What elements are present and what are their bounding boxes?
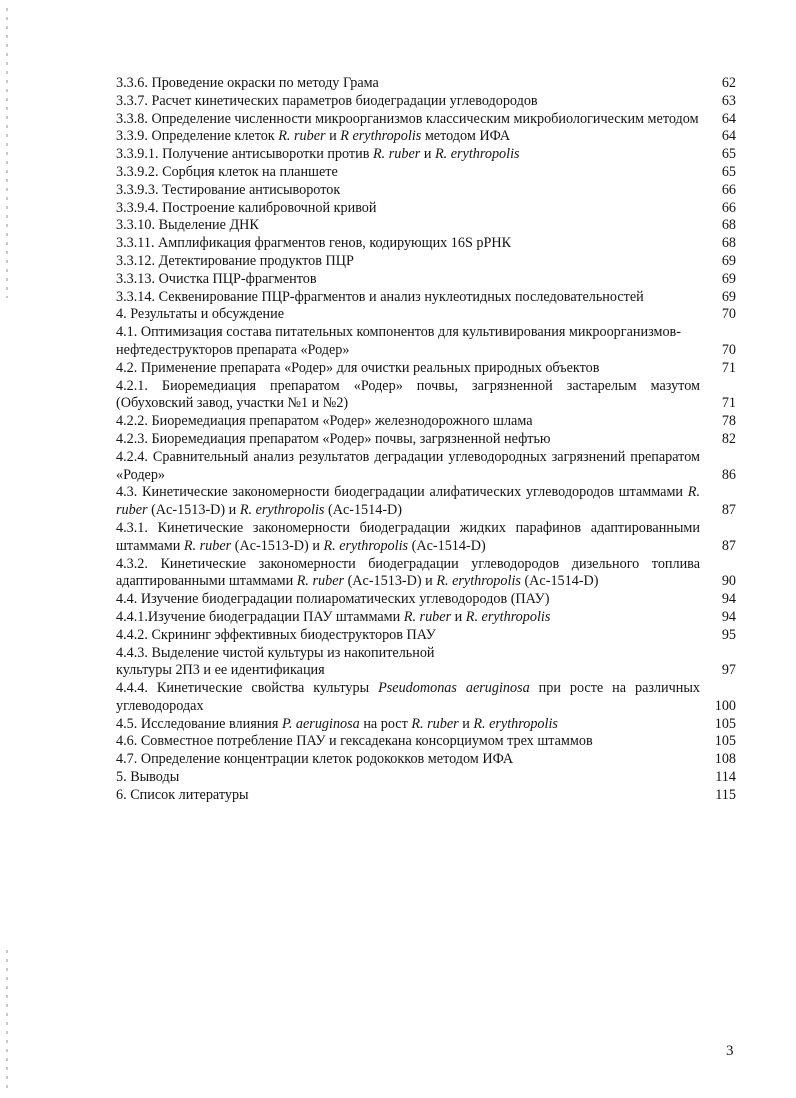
toc-entry-page: 87 — [721, 537, 736, 554]
toc-entry-page: 64 — [721, 128, 736, 145]
toc-entry-title: 4.3.1. Кинетические закономерности биодеградации жидких парафинов адаптированными штаммами R. ruber (Ac-1513-D) и R. erythropolis (Ac-1514-D) — [116, 519, 700, 554]
toc-entry-page: 66 — [721, 181, 736, 198]
toc-entry — [116, 431, 736, 449]
toc-entry-title: 3.3.11. Амплификация фрагментов генов, кодирующих 16S рРНК — [116, 235, 512, 252]
toc-entry-title: 4. Результаты и обсуждение — [116, 306, 284, 323]
toc-entry-title: 3.3.8. Определение численности микроорганизмов классическим микробиологическим методом — [116, 110, 699, 127]
toc-entry-title: 4.4. Изучение биодеградации полиароматических углеводородов (ПАУ) — [116, 591, 550, 608]
toc-entry-page: 94 — [721, 608, 736, 625]
scan-edge-artifact-bottom — [6, 950, 8, 1090]
toc-entry — [116, 627, 736, 645]
toc-entry — [116, 306, 736, 324]
toc-entry — [116, 253, 736, 271]
toc-entry-page: 69 — [721, 270, 736, 287]
toc-entry — [116, 556, 736, 592]
toc-entry — [116, 787, 736, 805]
toc-entry-title: 3.3.6. Проведение окраски по методу Грама — [116, 75, 379, 91]
toc-entry — [116, 146, 736, 164]
toc-entry — [116, 484, 736, 520]
toc-entry-title: 4.2.1. Биоремедиация препаратом «Родер» почвы, загрязненной застарелым мазутом (Обуховский завод, участки №1 и №2) — [116, 377, 700, 412]
toc-entry-title: 3.3.10. Выделение ДНК — [116, 217, 259, 234]
toc-entry — [116, 645, 736, 681]
toc-entry-page: 68 — [721, 217, 736, 234]
toc-entry-title: 4.3. Кинетические закономерности биодеградации алифатических углеводородов штаммами R. ruber (Ac-1513-D) и R. erythropolis (Ac-1514-D) — [116, 484, 700, 519]
toc-entry-page: 70 — [721, 341, 736, 358]
toc-entry-page: 114 — [715, 769, 736, 786]
toc-entry-title: 3.3.9.2. Сорбция клеток на планшете — [116, 163, 338, 180]
toc-entry-title: 4.2. Применение препарата «Родер» для очистки реальных природных объектов — [116, 359, 600, 376]
toc-entry-title: 4.7. Определение концентрации клеток родококков методом ИФА — [116, 751, 514, 768]
toc-entry-title: 4.4.4. Кинетические свойства культуры Pseudomonas aeruginosa при росте на различных углеводородах — [116, 680, 700, 714]
toc-entry-page: 65 — [721, 163, 736, 180]
toc-entry — [116, 182, 736, 200]
toc-entry-title: 4.4.1.Изучение биодеградации ПАУ штаммами R. ruber и R. erythropolis — [116, 608, 551, 625]
toc-entry — [116, 769, 736, 787]
toc-entry — [116, 449, 736, 485]
toc-entry-page: 69 — [721, 252, 736, 269]
toc-entry-page: 105 — [714, 715, 736, 732]
toc-entry-page: 105 — [714, 733, 736, 750]
toc-entry — [116, 680, 736, 716]
toc-entry — [116, 200, 736, 218]
toc-entry-title: 4.1. Оптимизация состава питательных компонентов для культивирования микроорганизмов-нефтедеструкторов препарата «Родер» — [116, 324, 681, 358]
toc-entry-page: 68 — [721, 235, 736, 252]
toc-entry-page: 97 — [721, 662, 736, 679]
toc-entry — [116, 93, 736, 111]
toc-entry-page: 65 — [721, 146, 736, 163]
toc-entry-page: 87 — [721, 502, 736, 519]
toc-entry-page: 70 — [721, 306, 736, 323]
toc-entry-page: 86 — [721, 466, 736, 483]
toc-entry — [116, 751, 736, 769]
toc-entry-page: 82 — [721, 430, 736, 447]
toc-entry-page: 71 — [721, 359, 736, 376]
toc-entry-page: 100 — [714, 697, 736, 714]
toc-entry-title: 3.3.13. Очистка ПЦР-фрагментов — [116, 270, 317, 287]
toc-entry — [116, 520, 736, 556]
toc-entry-page: 69 — [721, 288, 736, 305]
toc-entry — [116, 235, 736, 253]
toc-entry-title: 5. Выводы — [116, 769, 180, 786]
toc-entry-title: 4.4.3. Выделение чистой культуры из накопительной культуры 2П3 и ее идентификация — [116, 644, 435, 679]
toc-entry — [116, 164, 736, 182]
toc-entry-page: 90 — [721, 573, 736, 590]
toc-entry-title: 3.3.9.1. Получение антисыворотки против R. ruber и R. erythropolis — [116, 146, 520, 163]
toc-entry — [116, 217, 736, 235]
toc-entry-page: 95 — [721, 626, 736, 643]
toc-entry-title: 3.3.14. Секвенирование ПЦР-фрагментов и анализ нуклеотидных последовательностей — [116, 288, 644, 305]
toc-entry-title: 4.6. Совместное потребление ПАУ и гексадекана консорциумом трех штаммов — [116, 733, 593, 750]
toc-entry-page: 62 — [721, 75, 736, 91]
toc-entry-title: 6. Список литературы — [116, 786, 249, 803]
toc-entry-title: 3.3.7. Расчет кинетических параметров биодеградации углеводородов — [116, 92, 538, 109]
toc-entry — [116, 128, 736, 146]
toc-entry-title: 4.2.3. Биоремедиация препаратом «Родер» почвы, загрязненной нефтью — [116, 430, 551, 447]
toc-entry-page: 115 — [715, 786, 736, 803]
toc-entry-page: 66 — [721, 199, 736, 216]
table-of-contents — [116, 75, 736, 805]
toc-entry — [116, 413, 736, 431]
toc-entry-page: 71 — [721, 395, 736, 412]
toc-entry-title: 4.4.2. Скрининг эффективных биодеструкторов ПАУ — [116, 626, 436, 643]
toc-entry — [116, 591, 736, 609]
toc-entry-title: 4.5. Исследование влияния P. aeruginosa на рост R. ruber и R. erythropolis — [116, 715, 558, 732]
toc-entry-title: 4.2.4. Сравнительный анализ результатов деградации углеводородных загрязнений препаратом «Родер» — [116, 448, 700, 483]
toc-entry — [116, 733, 736, 751]
toc-entry — [116, 75, 736, 93]
toc-entry-page: 108 — [714, 751, 736, 768]
toc-entry — [116, 111, 736, 129]
toc-entry — [116, 716, 736, 734]
toc-entry-title: 4.2.2. Биоремедиация препаратом «Родер» железнодорожного шлама — [116, 413, 533, 430]
scan-edge-artifact — [6, 8, 8, 298]
toc-entry — [116, 324, 736, 360]
page-number: 3 — [726, 1043, 734, 1059]
toc-entry — [116, 609, 736, 627]
toc-entry-title: 4.3.2. Кинетические закономерности биодеградации углеводородов дизельного топлива адаптированными штаммами R. ruber (Ac-1513-D) и R. erythropolis (Ac-1514-D) — [116, 555, 700, 590]
toc-entry-title: 3.3.9. Определение клеток R. ruber и R erythropolis методом ИФА — [116, 128, 511, 145]
toc-entry-title: 3.3.9.3. Тестирование антисывороток — [116, 181, 341, 198]
toc-entry-page: 94 — [721, 591, 736, 608]
toc-entry-page: 78 — [721, 413, 736, 430]
toc-entry-page: 64 — [721, 110, 736, 127]
toc-entry-title: 3.3.12. Детектирование продуктов ПЦР — [116, 252, 354, 269]
toc-entry — [116, 271, 736, 289]
toc-entry-page: 63 — [721, 92, 736, 109]
toc-entry — [116, 378, 736, 414]
toc-entry-title: 3.3.9.4. Построение калибровочной кривой — [116, 199, 377, 216]
toc-entry — [116, 360, 736, 378]
toc-entry — [116, 289, 736, 307]
